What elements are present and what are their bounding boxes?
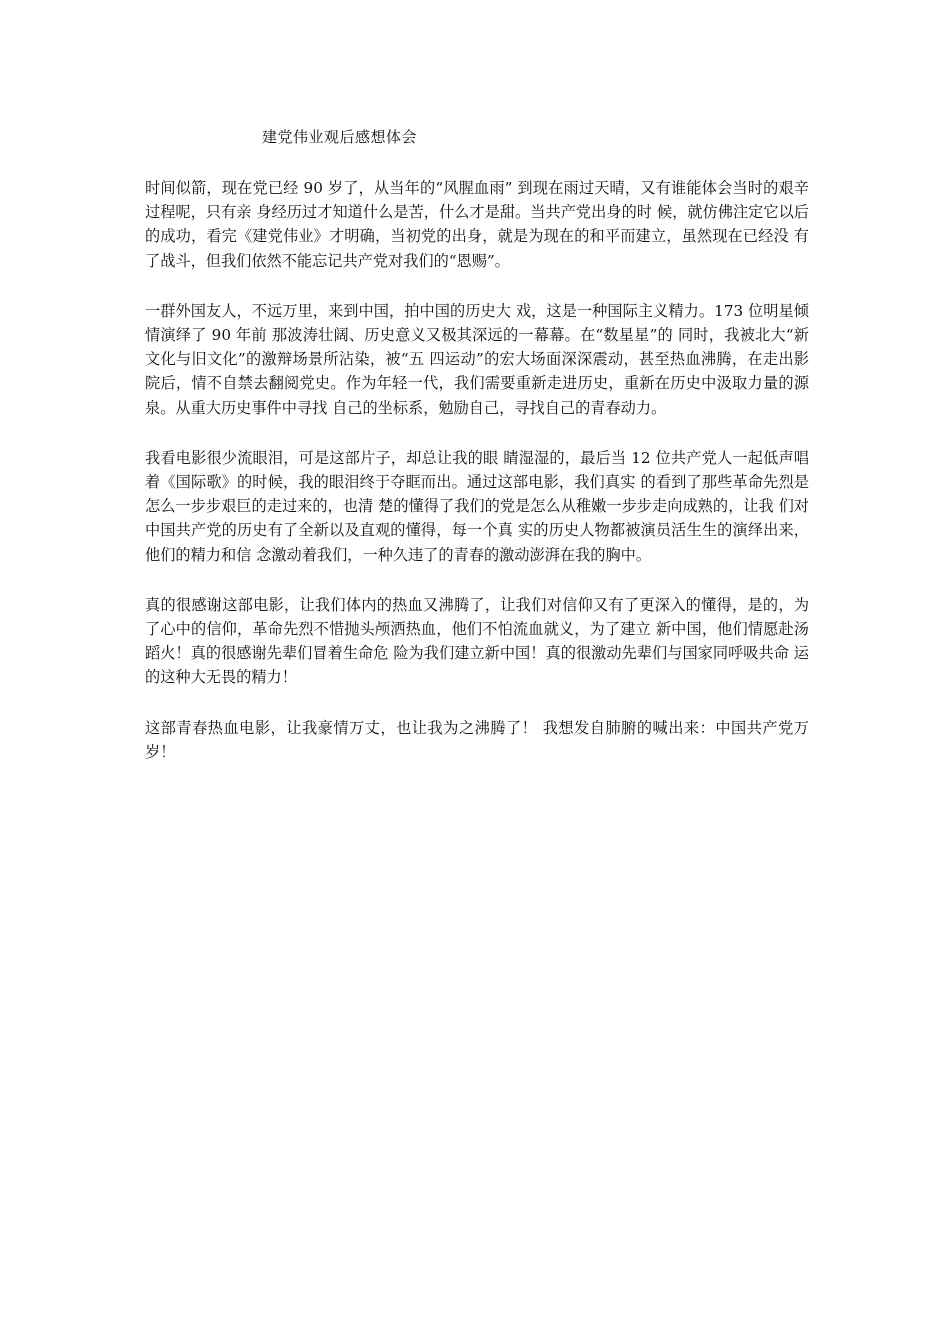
paragraph-3: 我看电影很少流眼泪，可是这部片子，却总让我的眼 睛湿湿的，最后当 12 位共产党人一起低声唱着《国际歌》的时候，我的眼泪终于夺眶而出。通过这部电影，我们真实 的看到了那些革命先烈是怎么一步步艰巨的走过来的，也清 楚的懂得了我们的党是怎么从稚嫩一步步走向成熟的，让我 们对中国共产党的历史有了全新以及直观的懂得，每一个真 实的历史人物都被演员活生生的演绎出来，他们的精力和信 念激动着我们，一种久违了的青春的激动澎湃在我的胸中。 bbox=[145, 448, 809, 564]
paragraph-2: 一群外国友人，不远万里，来到中国，拍中国的历史大 戏，这是一种国际主义精力。173 位明星倾情演绎了 90 年前 那波涛壮阔、历史意义又极其深远的一幕幕。在“数星星”的 同时，我被北大“新文化与旧文化”的激辩场景所沾染，被“五 四运动”的宏大场面深深震动，甚至热血沸腾，在走出影院后，情不自禁去翻阅党史。作为年轻一代，我们需要重新走进历史，重新在历史中汲取力量的源泉。从重大历史事件中寻找 自己的坐标系，勉励自己，寻找自己的青春动力。 bbox=[145, 301, 809, 417]
document-body bbox=[145, 176, 809, 790]
paragraph-1: 时间似箭，现在党已经 90 岁了，从当年的“风腥血雨” 到现在雨过天晴，又有谁能体会当时的艰辛过程呢，只有亲 身经历过才知道什么是苦，什么才是甜。当共产党出身的时 候，就仿佛注定它以后的成功，看完《建党伟业》才明确，当初党的出身，就是为现在的和平而建立，虽然现在已经没 有了战斗，但我们依然不能忘记共产党对我们的“恩赐”。 bbox=[145, 179, 809, 270]
paragraph-5: 这部青春热血电影，让我豪情万丈，也让我为之沸腾了！ 我想发自肺腑的喊出来：中国共产党万岁！ bbox=[145, 718, 809, 761]
paragraph-4: 真的很感谢这部电影，让我们体内的热血又沸腾了，让我们对信仰又有了更深入的懂得，是的，为了心中的信仰，革命先烈不惜抛头颅洒热血，他们不怕流血就义，为了建立 新中国，他们情愿赴汤蹈火！真的很感谢先辈们冒着生命危 险为我们建立新中国！真的很激动先辈们与国家同呼吸共命 运的这种大无畏的精力！ bbox=[145, 595, 809, 687]
document-title: 建党伟业观后感想体会 bbox=[262, 128, 418, 146]
